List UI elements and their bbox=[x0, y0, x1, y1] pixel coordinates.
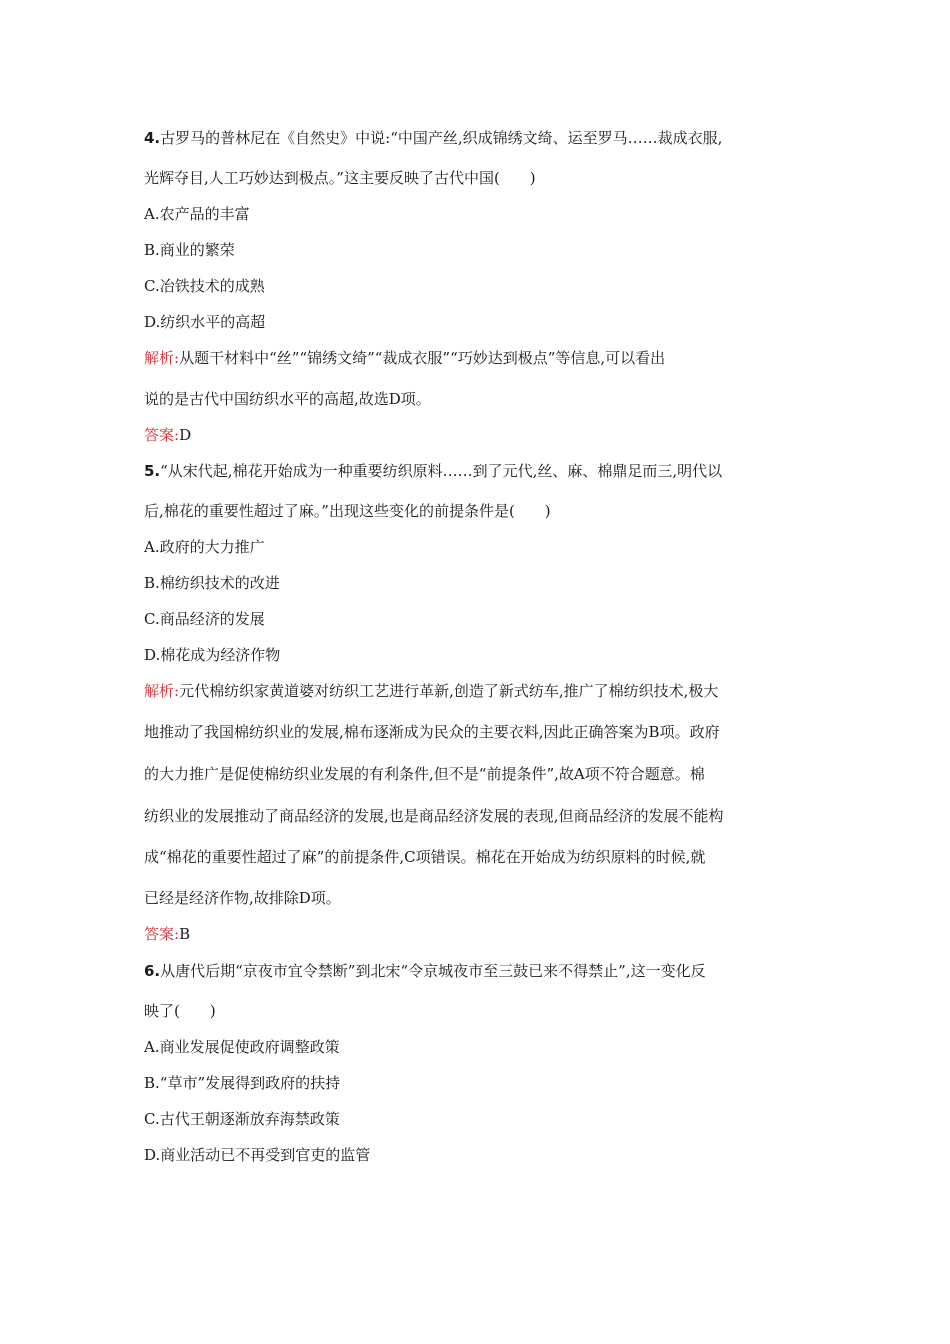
question-4-option-b: B.商业的繁荣 bbox=[144, 241, 235, 259]
question-5-option-d: D.棉花成为经济作物 bbox=[144, 646, 281, 664]
question-5-analysis-line-1: 解析:元代棉纺织家黄道婆对纺织工艺进行革新,创造了新式纺车,推广了棉纺织技术,极大 bbox=[144, 682, 719, 700]
question-6-stem-line-2: 映了( ) bbox=[144, 1002, 216, 1020]
question-5-analysis-line-5: 成“棉花的重要性超过了麻”的前提条件,C项错误。棉花在开始成为纺织原料的时候,就 bbox=[144, 848, 706, 866]
question-6-option-b: B.“草市”发展得到政府的扶持 bbox=[144, 1074, 341, 1092]
question-5-answer bbox=[144, 924, 190, 944]
answer-value: D bbox=[179, 426, 192, 444]
question-5-stem-line-2: 后,棉花的重要性超过了麻。”出现这些变化的前提条件是( ) bbox=[144, 502, 551, 520]
question-4-stem-line-2: 光辉夺目,人工巧妙达到极点。”这主要反映了古代中国( ) bbox=[144, 169, 536, 187]
question-5-option-a: A.政府的大力推广 bbox=[144, 538, 265, 556]
question-5-stem-line-1: 5.“从宋代起,棉花开始成为一种重要纺织原料……到了元代,丝、麻、棉鼎足而三,明代以 bbox=[144, 462, 723, 480]
question-4-stem-line-1: 4.古罗马的普林尼在《自然史》中说:“中国产丝,织成锦绣文绮、运至罗马……裁成衣服, bbox=[144, 129, 723, 147]
question-5-analysis-line-4: 纺织业的发展推动了商品经济的发展,也是商品经济发展的表现,但商品经济的发展不能构 bbox=[144, 807, 724, 825]
question-5-option-c: C.商品经济的发展 bbox=[144, 610, 265, 628]
question-6-option-d: D.商业活动已不再受到官吏的监管 bbox=[144, 1146, 371, 1164]
question-4-option-d: D.纺织水平的高超 bbox=[144, 313, 266, 331]
question-number: 4. bbox=[144, 129, 161, 147]
question-5-analysis-line-3: 的大力推广是促使棉纺织业发展的有利条件,但不是“前提条件”,故A项不符合题意。棉 bbox=[144, 765, 705, 783]
question-5-analysis-line-6: 已经是经济作物,故排除D项。 bbox=[144, 889, 341, 907]
question-4-analysis-line-1: 解析:从题干材料中“丝”“锦绣文绮”“裁成衣服”“巧妙达到极点”等信息,可以看出 bbox=[144, 349, 666, 367]
answer-value: B bbox=[179, 925, 191, 943]
question-6-option-a: A.商业发展促使政府调整政策 bbox=[144, 1038, 340, 1056]
question-number: 6. bbox=[144, 962, 161, 980]
question-5-option-b: B.棉纺织技术的改进 bbox=[144, 574, 280, 592]
question-6-option-c: C.古代王朝逐渐放弃海禁政策 bbox=[144, 1110, 340, 1128]
question-4-option-c: C.冶铁技术的成熟 bbox=[144, 277, 265, 295]
answer-label: 答案: bbox=[144, 426, 180, 444]
question-4-answer bbox=[144, 425, 191, 445]
analysis-label: 解析: bbox=[144, 682, 180, 700]
question-5-analysis-line-2: 地推动了我国棉纺织业的发展,棉布逐渐成为民众的主要衣料,因此正确答案为B项。政府 bbox=[144, 723, 720, 741]
answer-label: 答案: bbox=[144, 925, 180, 943]
question-4-option-a: A.农产品的丰富 bbox=[144, 205, 250, 223]
question-6-stem-line-1: 6.从唐代后期“京夜市宜令禁断”到北宋“令京城夜市至三鼓已来不得禁止”,这一变化反 bbox=[144, 962, 706, 980]
question-number: 5. bbox=[144, 462, 161, 480]
analysis-label: 解析: bbox=[144, 349, 180, 367]
question-4-analysis-line-2: 说的是古代中国纺织水平的高超,故选D项。 bbox=[144, 390, 431, 408]
